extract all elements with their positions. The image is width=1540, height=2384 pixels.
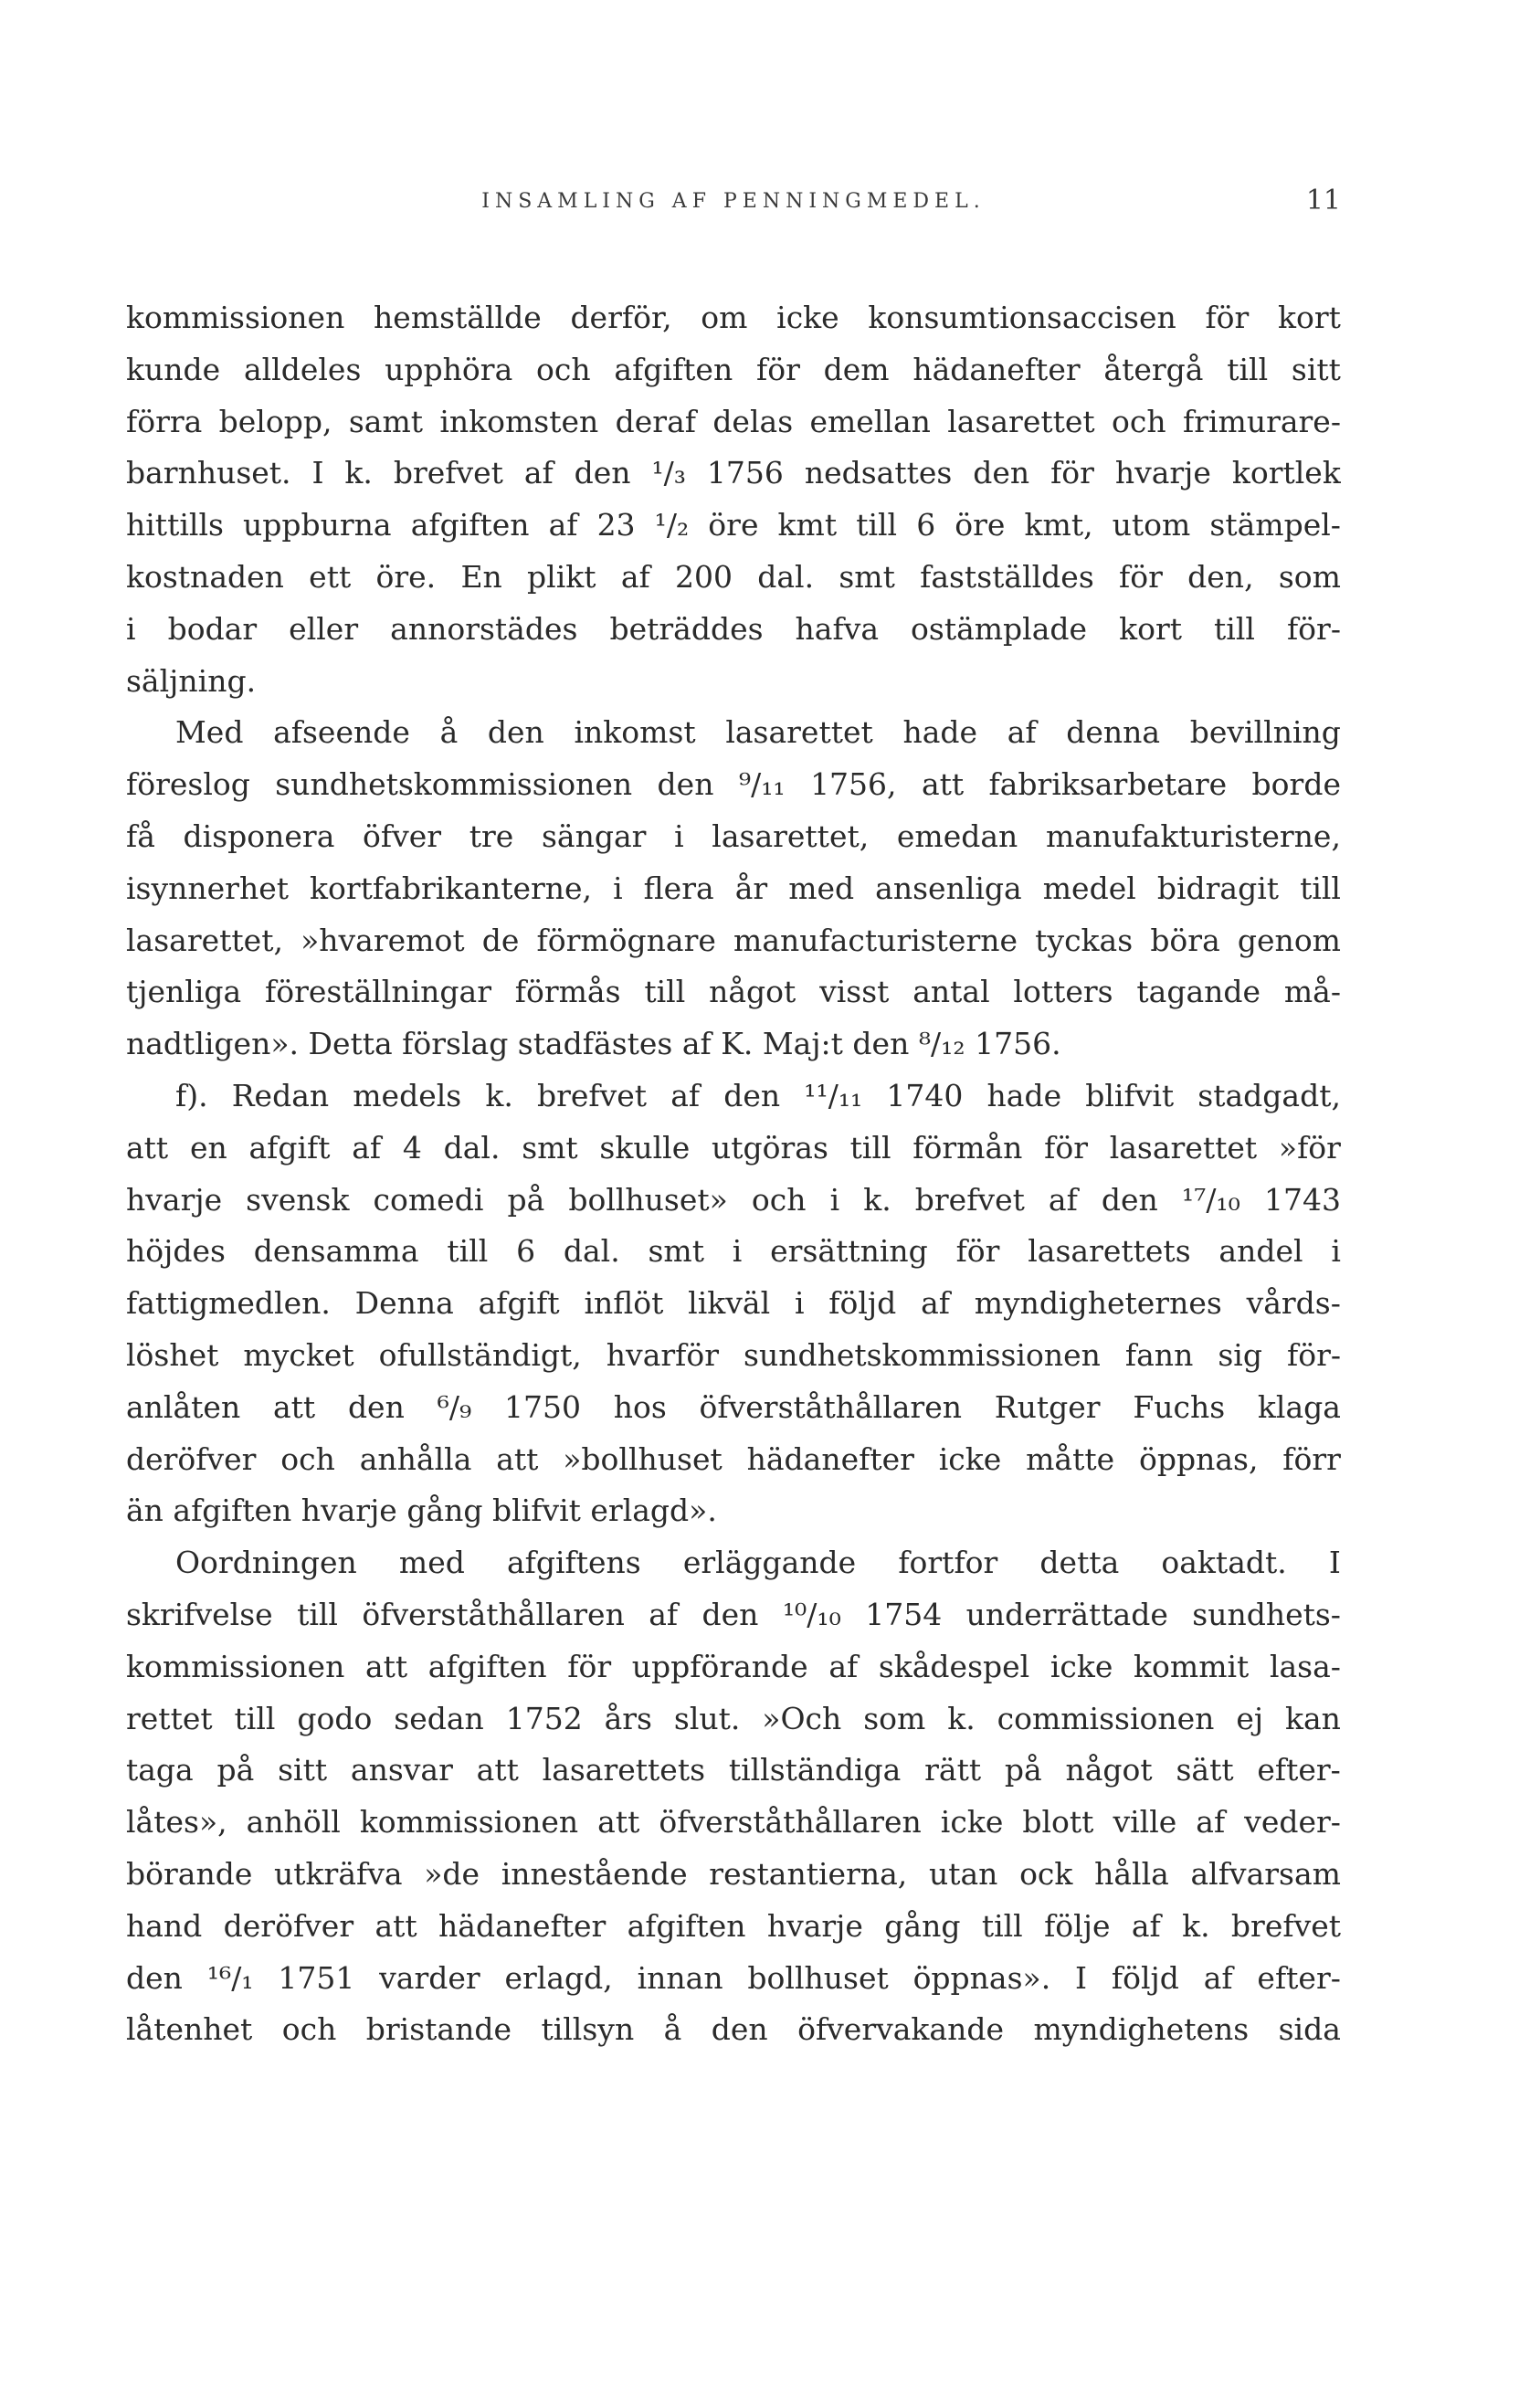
- text-line: f). Redan medels k. brefvet af den ¹¹/₁₁ 1740 hade blifvit stadgadt,: [175, 1077, 1341, 1113]
- text-line: isynnerhet kortfabrikanterne, i flera år med ansenliga medel bidragit till: [126, 870, 1341, 906]
- text-line: höjdes densamma till 6 dal. smt i ersättning för lasarettets andel i: [126, 1233, 1341, 1270]
- text-line: nadtligen». Detta förslag stadfästes af K. Maj:t den ⁸/₁₂ 1756.: [126, 1026, 1061, 1062]
- text-line: kommissionen hemställde derför, om icke konsumtionsaccisen för kort: [126, 300, 1341, 335]
- text-line: i bodar eller annorstädes beträddes hafva ostämplade kort till för-: [126, 610, 1341, 647]
- text-line: Med afseende å den inkomst lasarettet hade af denna bevillning: [175, 714, 1341, 751]
- text-line: hvarje svensk comedi på bollhuset» och i k. brefvet af den ¹⁷/₁₀ 1743: [126, 1181, 1341, 1218]
- text-line: kunde alldeles upphöra och afgiften för dem hädanefter återgå till sitt: [126, 351, 1341, 387]
- text-line: fattigmedlen. Denna afgift inflöt likväl i följd af myndigheternes vårds-: [126, 1285, 1341, 1322]
- text-line: få disponera öfver tre sängar i lasarettet, emedan manufakturisterne,: [126, 818, 1341, 854]
- text-line: skrifvelse till öfverståthållaren af den ¹⁰/₁₀ 1754 underrättade sundhets-: [126, 1596, 1341, 1632]
- body-text: [126, 292, 1341, 2056]
- text-line: tjenliga föreställningar förmås till något visst antal lotters tagande må-: [126, 974, 1341, 1010]
- text-line: förra belopp, samt inkomsten deraf delas emellan lasarettet och frimurare-: [126, 403, 1341, 439]
- running-head: INSAMLING AF PENNINGMEDEL.: [481, 190, 986, 213]
- text-line: säljning.: [126, 662, 257, 699]
- text-line: att en afgift af 4 dal. smt skulle utgöras till förmån för lasarettet »för: [126, 1129, 1341, 1166]
- text-line: låtes», anhöll kommissionen att öfverståthållaren icke blott ville af veder-: [126, 1804, 1341, 1841]
- text-line: rettet till godo sedan 1752 års slut. »Och som k. commissionen ej kan: [126, 1700, 1341, 1736]
- page-number: 11: [1305, 185, 1341, 216]
- text-line: den ¹⁶/₁ 1751 varder erlagd, innan bollhuset öppnas». I följd af efter-: [126, 1959, 1341, 1996]
- text-line: kostnaden ett öre. En plikt af 200 dal. smt fastställdes för den, som: [126, 558, 1341, 595]
- text-line: låtenhet och bristande tillsyn å den öfvervakande myndighetens sida: [126, 2011, 1341, 2048]
- text-line: deröfver och anhålla att »bollhuset hädanefter icke måtte öppnas, förr: [126, 1440, 1341, 1477]
- text-line: kommissionen att afgiften för uppförande af skådespel icke kommit lasa-: [126, 1648, 1341, 1684]
- text-line: hand deröfver att hädanefter afgiften hvarje gång till följe af k. brefvet: [126, 1907, 1341, 1944]
- page-header: [126, 181, 1341, 221]
- text-line: anlåten att den ⁶/₉ 1750 hos öfverståthållaren Rutger Fuchs klaga: [126, 1388, 1341, 1425]
- text-line: lasarettet, »hvaremot de förmögnare manufacturisterne tyckas böra genom: [126, 922, 1341, 958]
- text-line: börande utkräfva »de innestående restantierna, utan ock hålla alfvarsam: [126, 1855, 1341, 1892]
- text-line: taga på sitt ansvar att lasarettets tillständiga rätt på något sätt efter-: [126, 1752, 1341, 1788]
- text-line: hittills uppburna afgiften af 23 ¹/₂ öre kmt till 6 öre kmt, utom stämpel-: [126, 507, 1341, 543]
- text-line: barnhuset. I k. brefvet af den ¹/₃ 1756 nedsattes den för hvarje kortlek: [126, 455, 1341, 491]
- text-line: löshet mycket ofullständigt, hvarför sundhetskommissionen fann sig för-: [126, 1336, 1341, 1373]
- text-line: föreslog sundhetskommissionen den ⁹/₁₁ 1756, att fabriksarbetare borde: [126, 766, 1341, 803]
- text-line: än afgiften hvarje gång blifvit erlagd».: [126, 1493, 717, 1529]
- text-line: Oordningen med afgiftens erläggande fortfor detta oaktadt. I: [175, 1545, 1341, 1581]
